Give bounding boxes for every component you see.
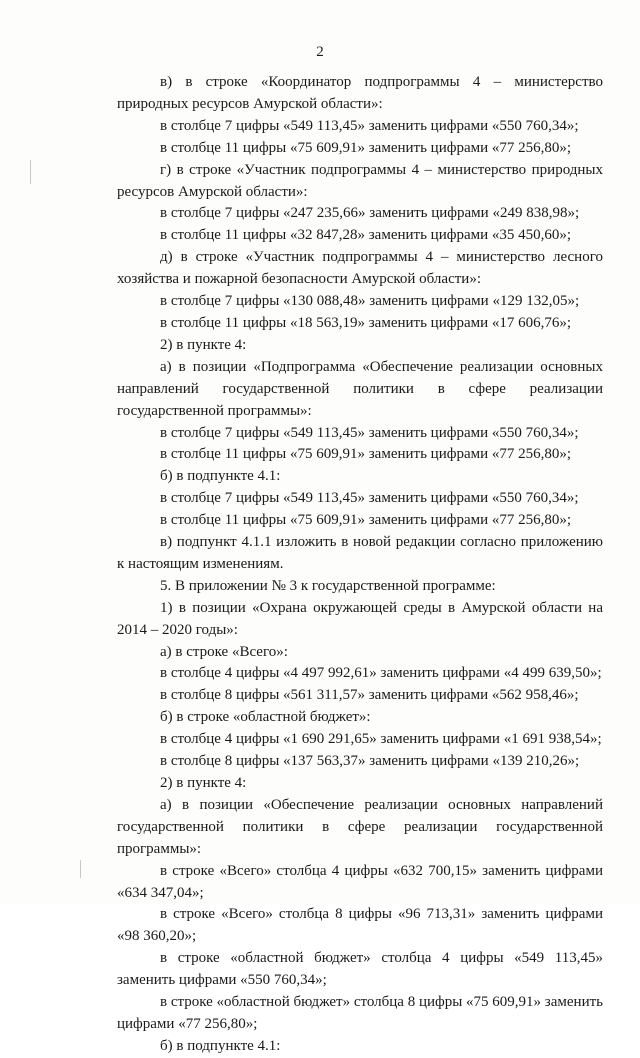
paragraph: б) в строке «областной бюджет»: xyxy=(160,709,371,726)
paragraph: д) в строке «Участник подпрограммы 4 – министерство лесного хозяйства и пожарной безопасности Амурской области»: xyxy=(117,249,603,288)
paragraph: в строке «областной бюджет» столбца 8 цифры «75 609,91» заменить цифрами «77 256,80»; xyxy=(117,994,603,1032)
paragraph: а) в строке «Всего»: xyxy=(160,643,288,660)
paragraph: в) подпункт 4.1.1 изложить в новой редакции согласно приложению к настоящим изменениям. xyxy=(117,534,603,572)
scan-artifact-left xyxy=(30,160,31,184)
paragraph: 2) в пункте 4: xyxy=(160,775,247,791)
paragraph: в столбце 11 цифры «75 609,91» заменить цифрами «77 256,80»; xyxy=(160,512,572,529)
paragraph: 5. В приложении № 3 к государственной программе: xyxy=(160,577,496,594)
scan-artifact-bottom xyxy=(80,860,81,878)
paragraph: в строке «областной бюджет» столбца 4 цифры «549 113,45» заменить цифрами «550 760,34»; xyxy=(117,950,603,989)
paragraph: 1) в позиции «Охрана окружающей среды в Амурской области на 2014 – 2020 годы»: xyxy=(117,599,603,638)
paragraph: а) в позиции «Обеспечение реализации основных направлений государственной политики в сфере реализации государственной программы»: xyxy=(117,796,603,857)
paragraph: в столбце 11 цифры «32 847,28» заменить цифрами «35 450,60»; xyxy=(160,227,572,244)
paragraph: в) в строке «Координатор подпрограммы 4 – министерство природных ресурсов Амурской области»: xyxy=(117,74,603,112)
paragraph: в столбце 11 цифры «75 609,91» заменить цифрами «77 256,80»; xyxy=(160,139,572,156)
paragraph: в столбце 7 цифры «549 113,45» заменить цифрами «550 760,34»; xyxy=(160,117,579,134)
paragraph: б) в подпункте 4.1: xyxy=(160,468,281,485)
paragraph: в столбце 7 цифры «130 088,48» заменить цифрами «129 132,05»; xyxy=(160,293,580,310)
paragraph: в столбце 4 цифры «4 497 992,61» заменить цифрами «4 499 639,50»; xyxy=(160,665,602,682)
paragraph: в столбце 7 цифры «549 113,45» заменить цифрами «550 760,34»; xyxy=(160,424,579,441)
paragraph: в столбце 7 цифры «549 113,45» заменить цифрами «550 760,34»; xyxy=(160,490,579,507)
paragraph: в столбце 4 цифры «1 690 291,65» заменить цифрами «1 691 938,54»; xyxy=(160,731,602,748)
paragraph: б) в подпункте 4.1: xyxy=(160,1037,281,1054)
paragraph: 2) в пункте 4: xyxy=(160,336,247,353)
document-body xyxy=(117,72,603,1058)
paragraph: в строке «Всего» столбца 4 цифры «632 700,15» заменить цифрами «634 347,04»; xyxy=(117,862,603,901)
paragraph: в столбце 11 цифры «75 609,91» заменить цифрами «77 256,80»; xyxy=(160,446,572,463)
page-number: 2 xyxy=(316,44,324,60)
paragraph: а) в позиции «Подпрограмма «Обеспечение реализации основных направлений государственной политики в сфере реализации государственной программы»: xyxy=(117,358,603,419)
paragraph: в столбце 11 цифры «18 563,19» заменить цифрами «17 606,76»; xyxy=(160,314,572,331)
paragraph: в столбце 7 цифры «247 235,66» заменить цифрами «249 838,98»; xyxy=(160,205,580,222)
paragraph: в столбце 8 цифры «561 311,57» заменить цифрами «562 958,46»; xyxy=(160,687,579,704)
paragraph: в строке «Всего» столбца 8 цифры «96 713,31» заменить цифрами «98 360,20»; xyxy=(117,906,603,945)
paragraph: г) в строке «Участник подпрограммы 4 – министерство природных ресурсов Амурской области»: xyxy=(117,161,603,200)
paragraph: в столбце 8 цифры «137 563,37» заменить цифрами «139 210,26»; xyxy=(160,753,580,770)
